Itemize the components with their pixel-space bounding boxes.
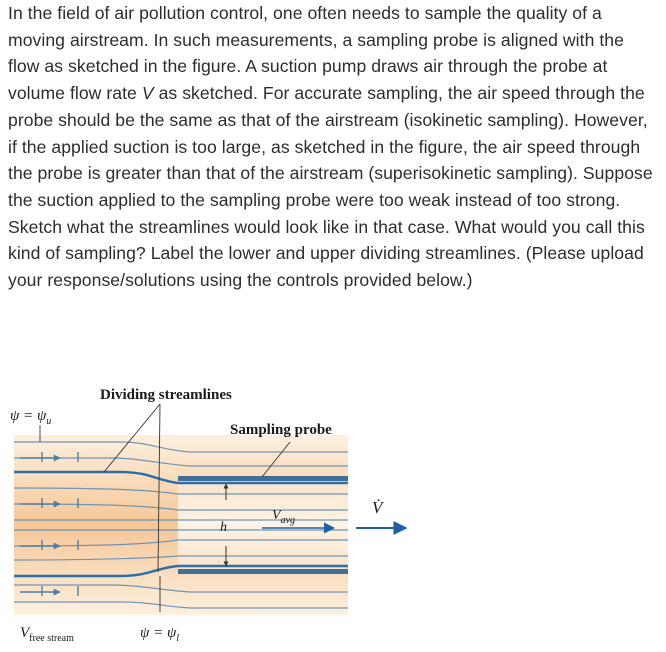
probe-upper-wall (178, 476, 348, 481)
sampling-probe-label: Sampling probe (230, 422, 332, 438)
psi-lower-label: $\psi = \psi_l$ (140, 625, 180, 644)
v-avg-label: $V_{avg}$ (272, 508, 296, 526)
h-label: h (220, 520, 227, 535)
question-part-2: as sketched. For accurate sampling, the air speed through the probe should be the same as that of the airstream (isokinetic sampling). However, if the applied suction is too large, as sketched in the figure, the air speed through the probe is greater than that of the airstream (superisokinetic sampling). Suppose the suction applied to the sampling probe were too weak instead of too strong. Sketch what the streamlines would look like in that case. What would you call this kind of sampling? Label the lower and upper dividing streamlines. (Please upload your response/solutions using the controls provided below.) (8, 83, 653, 291)
question-part-1: In the field of air pollution control, one often needs to sample the quality of a moving airstream. In such measurements, a sampling probe is aligned with the flow as sketched in the figure. A suction pump draws air through the probe at volume flow rate (8, 3, 624, 104)
volume-flow-symbol: V (141, 83, 154, 104)
streamline-diagram (0, 380, 666, 652)
question-text (8, 0, 658, 294)
flow-figure (0, 380, 666, 652)
v-free-stream-label: $V_{free stream}$ (20, 625, 74, 644)
probe-lower-wall (178, 569, 348, 574)
psi-upper-label: $\psi = \psi_u$ (10, 408, 52, 427)
dividing-streamlines-label: Dividing streamlines (100, 387, 232, 403)
probe-interior (178, 478, 348, 572)
volume-flow-label: V̇ (372, 498, 383, 517)
